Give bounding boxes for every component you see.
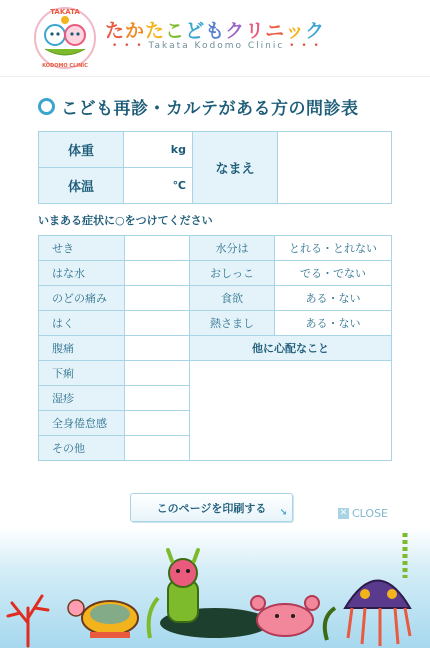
symptom-checkbox[interactable]: [125, 336, 190, 361]
clinic-name-char: も: [205, 20, 226, 42]
clinic-name-char: ク: [225, 20, 246, 42]
weight-field[interactable]: [124, 132, 193, 168]
symptom-checkbox[interactable]: [125, 311, 190, 336]
clinic-name-char: リ: [245, 20, 266, 42]
clinic-name-char: ど: [185, 20, 206, 42]
instruction-text: いまある症状に○をつけてください: [38, 214, 213, 227]
clinic-name: [105, 16, 325, 43]
close-icon: ✕: [339, 508, 348, 518]
condition-options[interactable]: でる・でない: [275, 261, 392, 286]
symptoms-table: [38, 235, 392, 461]
symptom-label: せき: [39, 236, 125, 261]
clinic-subtitle: • • • Takata Kodomo Clinic • • •: [112, 41, 321, 51]
symptom-label: 全身倦怠感: [39, 411, 125, 436]
symptom-label: のどの痛み: [39, 286, 125, 311]
condition-options[interactable]: ある・ない: [275, 286, 392, 311]
temperature-field[interactable]: [124, 168, 193, 204]
symptom-checkbox[interactable]: [125, 286, 190, 311]
other-concerns-label: 他に心配なこと: [190, 336, 392, 361]
clinic-name-char: か: [125, 20, 146, 42]
arrow-icon: ↘: [279, 508, 287, 518]
condition-label: 水分は: [190, 236, 275, 261]
weight-label: 体重: [39, 132, 124, 168]
page-title-text: こども再診・カルテがある方の問診表: [61, 99, 359, 119]
header: [0, 0, 430, 77]
clinic-name-char: こ: [165, 20, 186, 42]
clinic-name-char: た: [105, 20, 126, 42]
symptom-checkbox[interactable]: [125, 236, 190, 261]
symptom-checkbox[interactable]: [125, 361, 190, 386]
clinic-subtitle-text: Takata Kodomo Clinic: [148, 41, 285, 51]
condition-options[interactable]: とれる・とれない: [275, 236, 392, 261]
clinic-logo: [33, 5, 97, 71]
close-label: CLOSE: [352, 507, 389, 520]
page-title: [38, 94, 359, 119]
clinic-name-char: ク: [305, 20, 326, 42]
condition-label: 熱さまし: [190, 311, 275, 336]
close-button[interactable]: [338, 507, 388, 520]
print-button-label: このページを印刷する: [156, 501, 267, 515]
weight-unit: kg: [170, 143, 186, 156]
symptom-label: 湿疹: [39, 386, 125, 411]
name-field[interactable]: [278, 132, 392, 204]
vitals-table: [38, 131, 392, 204]
symptom-label: その他: [39, 436, 125, 461]
circle-bullet-icon: [38, 98, 55, 115]
temperature-unit: ℃: [172, 179, 186, 192]
sea-illustration: [0, 528, 430, 648]
logo-bottom-text: KODOMO CLINIC: [42, 63, 88, 69]
clinic-name-char: ッ: [285, 20, 306, 42]
symptom-checkbox[interactable]: [125, 386, 190, 411]
symptom-label: 下痢: [39, 361, 125, 386]
symptom-checkbox[interactable]: [125, 411, 190, 436]
symptom-label: はく: [39, 311, 125, 336]
other-concerns-field[interactable]: [190, 361, 392, 461]
clinic-name-char: ニ: [265, 20, 286, 42]
condition-label: 食欲: [190, 286, 275, 311]
name-label: なまえ: [193, 132, 278, 204]
clinic-name-char: た: [145, 20, 166, 42]
symptom-label: はな水: [39, 261, 125, 286]
temperature-label: 体温: [39, 168, 124, 204]
symptom-label: 腹痛: [39, 336, 125, 361]
condition-options[interactable]: ある・ない: [275, 311, 392, 336]
logo-top-text: TAKATA: [50, 8, 80, 16]
symptom-checkbox[interactable]: [125, 436, 190, 461]
print-button[interactable]: [130, 493, 293, 522]
condition-label: おしっこ: [190, 261, 275, 286]
symptom-checkbox[interactable]: [125, 261, 190, 286]
